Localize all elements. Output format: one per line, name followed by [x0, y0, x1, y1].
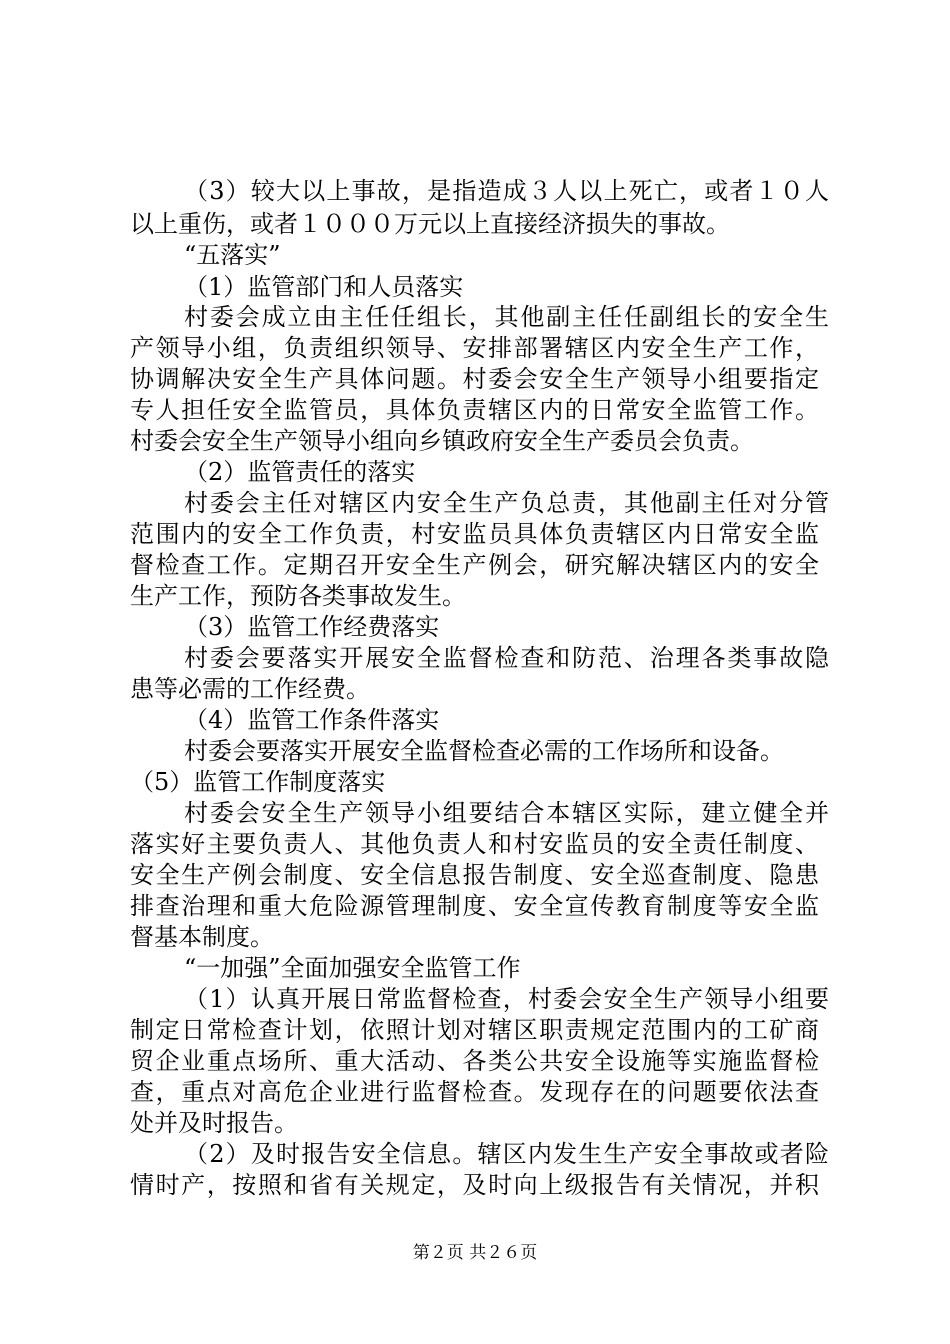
section-heading: “五落实”: [184, 241, 281, 269]
text-line: （1）认真开展日常监督检查，村委会安全生产领导小组要: [184, 985, 829, 1013]
text-line: 村委会安全生产领导小组向乡镇政府安全生产委员会负责。: [130, 427, 754, 455]
text-line: 产领导小组，负责组织领导、安排部署辖区内安全生产工作，: [130, 334, 819, 362]
subsection-heading: （2）监管责任的落实: [184, 458, 416, 486]
text-line: 专人担任安全监管员，具体负责辖区内的日常安全监管工作。: [130, 396, 819, 424]
text-line: 以上重伤，或者１０００万元以上直接经济损失的事故。: [130, 210, 730, 238]
text-line: 督检查工作。定期召开安全生产例会，研究解决辖区内的安全: [130, 551, 819, 579]
subsection-heading: （3）监管工作经费落实: [184, 613, 440, 641]
text-line: 贸企业重点场所、重大活动、各类公共安全设施等实施监督检: [130, 1047, 819, 1075]
text-line: 范围内的安全工作负责，村安监员具体负责辖区内日常安全监: [130, 520, 819, 548]
text-line: 处并及时报告。: [130, 1109, 298, 1137]
text-line: 协调解决安全生产具体问题。村委会安全生产领导小组要指定: [130, 365, 819, 393]
text-line: 村委会安全生产领导小组要结合本辖区实际，建立健全并: [184, 799, 829, 827]
text-line: 情时产，按照和省有关规定，及时向上级报告有关情况，并积: [130, 1171, 819, 1199]
text-line: 生产工作，预防各类事故发生。: [130, 582, 466, 610]
text-line: 村委会要落实开展安全监督检查和防范、治理各类事故隐: [184, 644, 829, 672]
text-line: （2）及时报告安全信息。辖区内发生生产安全事故或者险: [184, 1140, 829, 1168]
subsection-heading: （1）监管部门和人员落实: [184, 273, 464, 301]
text-line: 督基本制度。: [130, 923, 274, 951]
text-line: 患等必需的工作经费。: [130, 675, 370, 703]
text-line: 排查治理和重大危险源管理制度、安全宣传教育制度等安全监: [130, 892, 819, 920]
text-line: 查，重点对高危企业进行监督检查。发现存在的问题要依法查: [130, 1078, 819, 1106]
text-line: 落实好主要负责人、其他负责人和村安监员的安全责任制度、: [130, 830, 819, 858]
text-line: 安全生产例会制度、安全信息报告制度、安全巡查制度、隐患: [130, 861, 819, 889]
section-heading: “一加强”全面加强安全监管工作: [184, 954, 521, 982]
subsection-heading: （4）监管工作条件落实: [184, 706, 440, 734]
text-line: 村委会要落实开展安全监督检查必需的工作场所和设备。: [184, 737, 784, 765]
text-line: （3）较大以上事故，是指造成３人以上死亡，或者１０人: [184, 177, 829, 205]
text-line: 制定日常检查计划，依照计划对辖区职责规定范围内的工矿商: [130, 1016, 819, 1044]
text-line: 村委会主任对辖区内安全生产负总责，其他副主任对分管: [184, 489, 829, 517]
text-line: 村委会成立由主任任组长，其他副主任任副组长的安全生: [184, 303, 829, 331]
page-footer: 第２页 共２６页: [412, 1243, 538, 1263]
subsection-heading: （5）监管工作制度落实: [130, 768, 386, 796]
